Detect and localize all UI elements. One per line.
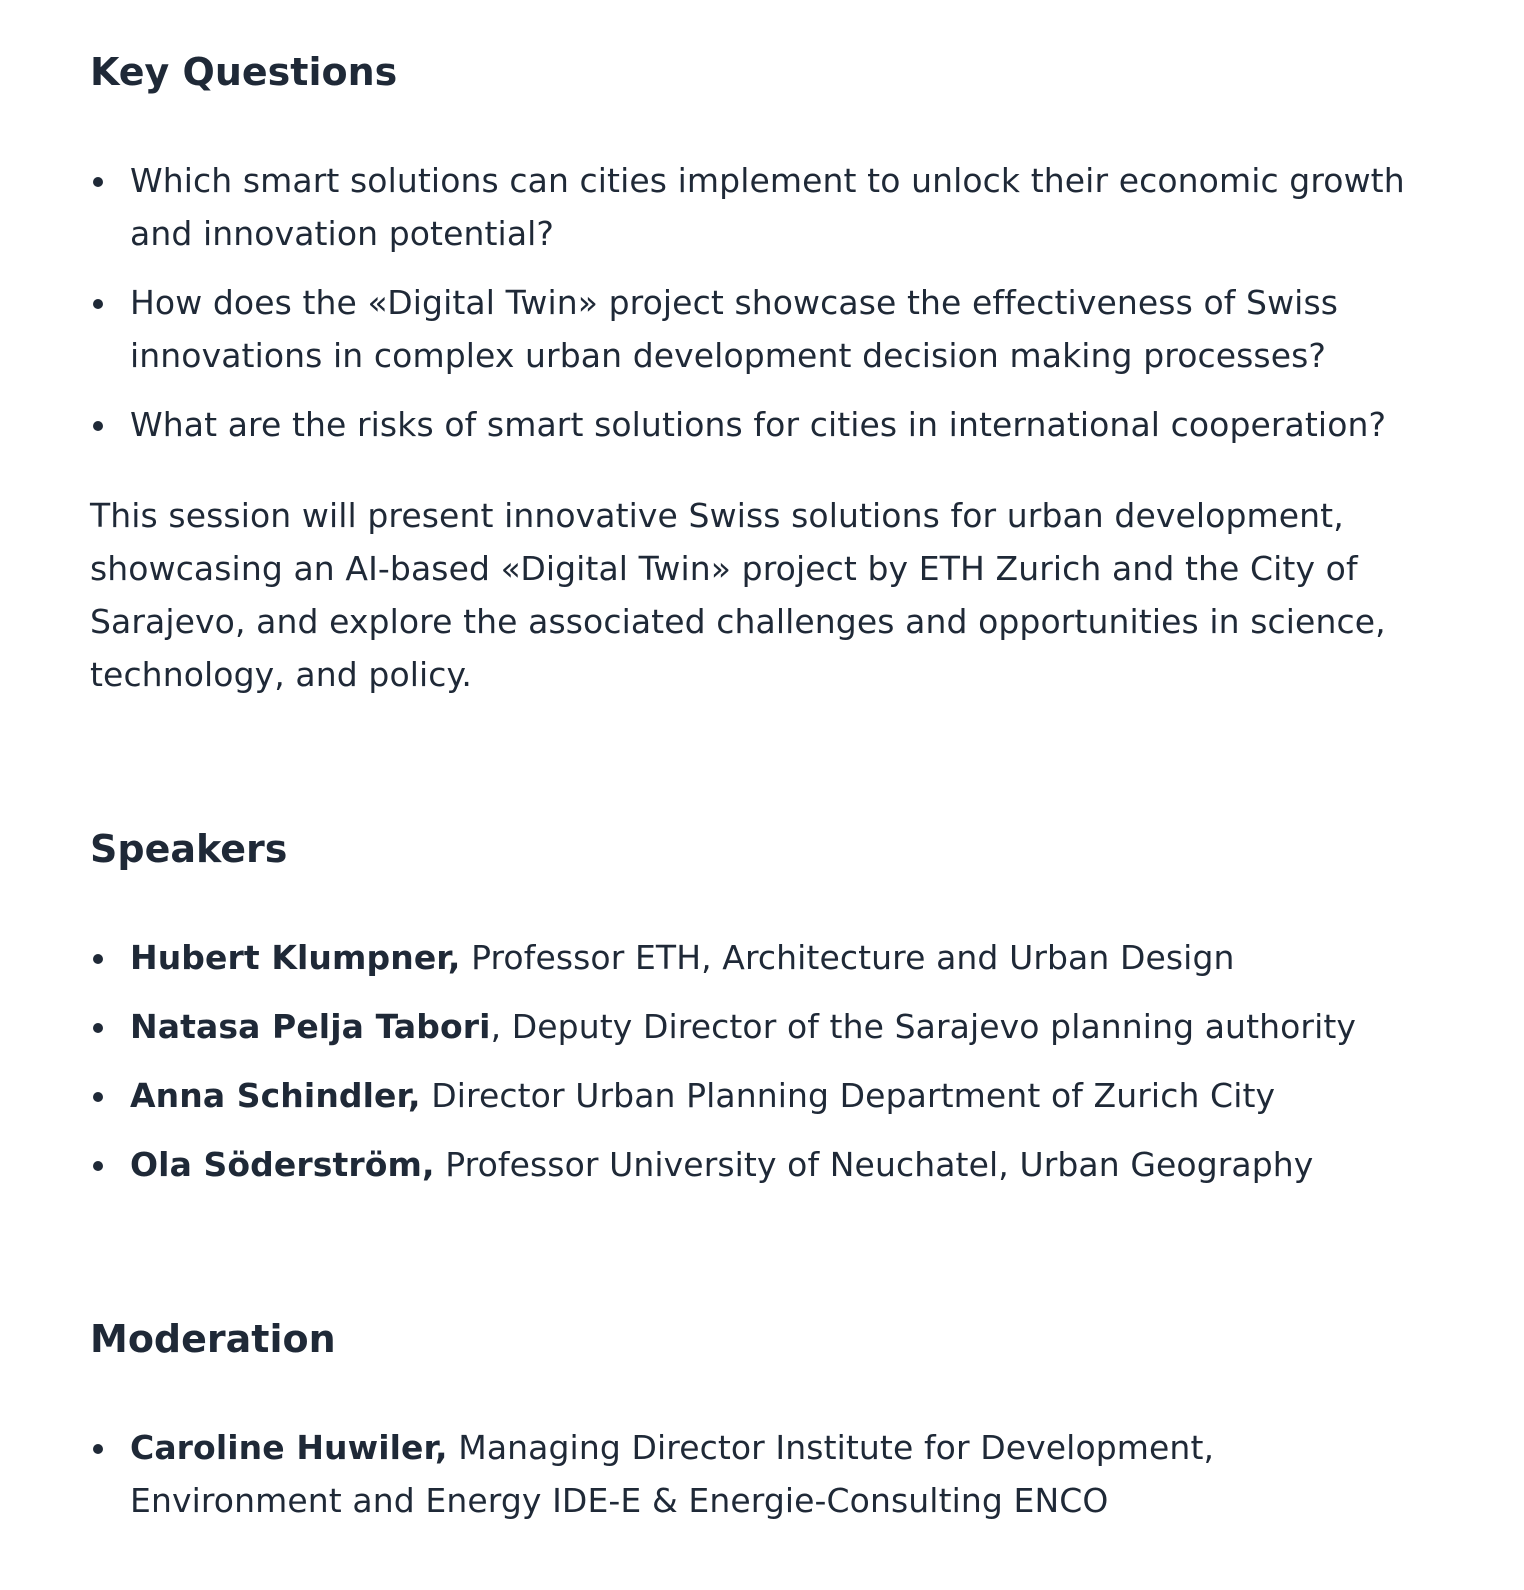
moderator-name: Caroline Huwiler, [130, 1428, 448, 1467]
list-item: Which smart solutions can cities implement to unlock their economic growth and innovation potential? [90, 154, 1434, 260]
speaker-role: Director Urban Planning Department of Zurich City [420, 1076, 1276, 1115]
speakers-heading: Speakers [90, 827, 288, 871]
moderator-item [90, 1421, 1434, 1527]
key-questions-heading: Key Questions [90, 50, 398, 94]
speaker-role: , Deputy Director of the Sarajevo planning authority [490, 1007, 1357, 1046]
speaker-name: Anna Schindler, [130, 1076, 421, 1115]
intro-paragraph: This session will present innovative Swiss solutions for urban development, showcasing an AI-based «Digital Twin» project by ETH Zurich and the City of Sarajevo, and explore the associated challenges and opportunities in science, technology, and policy. [90, 496, 1386, 694]
speaker-name: Ola Söderström, [130, 1145, 435, 1184]
speaker-name: Hubert Klumpner, [130, 938, 461, 977]
speaker-role: Professor University of Neuchatel, Urban Geography [434, 1145, 1314, 1184]
speaker-item [90, 931, 1434, 984]
speaker-name: Natasa Pelja Tabori [130, 1007, 491, 1046]
speakers-list [90, 931, 1434, 1191]
moderation-heading: Moderation [90, 1317, 336, 1361]
moderator-role: Managing Director Institute for Development, Environment and Energy IDE-E & Energie-Consulting ENCO [130, 1428, 1215, 1520]
list-item: What are the risks of smart solutions for cities in international cooperation? [90, 398, 1434, 451]
key-questions-list [90, 154, 1434, 451]
speaker-item [90, 1000, 1434, 1053]
moderation-list [90, 1421, 1434, 1527]
speaker-item [90, 1069, 1434, 1122]
list-item: How does the «Digital Twin» project showcase the effectiveness of Swiss innovations in complex urban development decision making processes? [90, 276, 1434, 382]
speaker-item [90, 1138, 1434, 1191]
speaker-role: Professor ETH, Architecture and Urban Design [460, 938, 1235, 977]
